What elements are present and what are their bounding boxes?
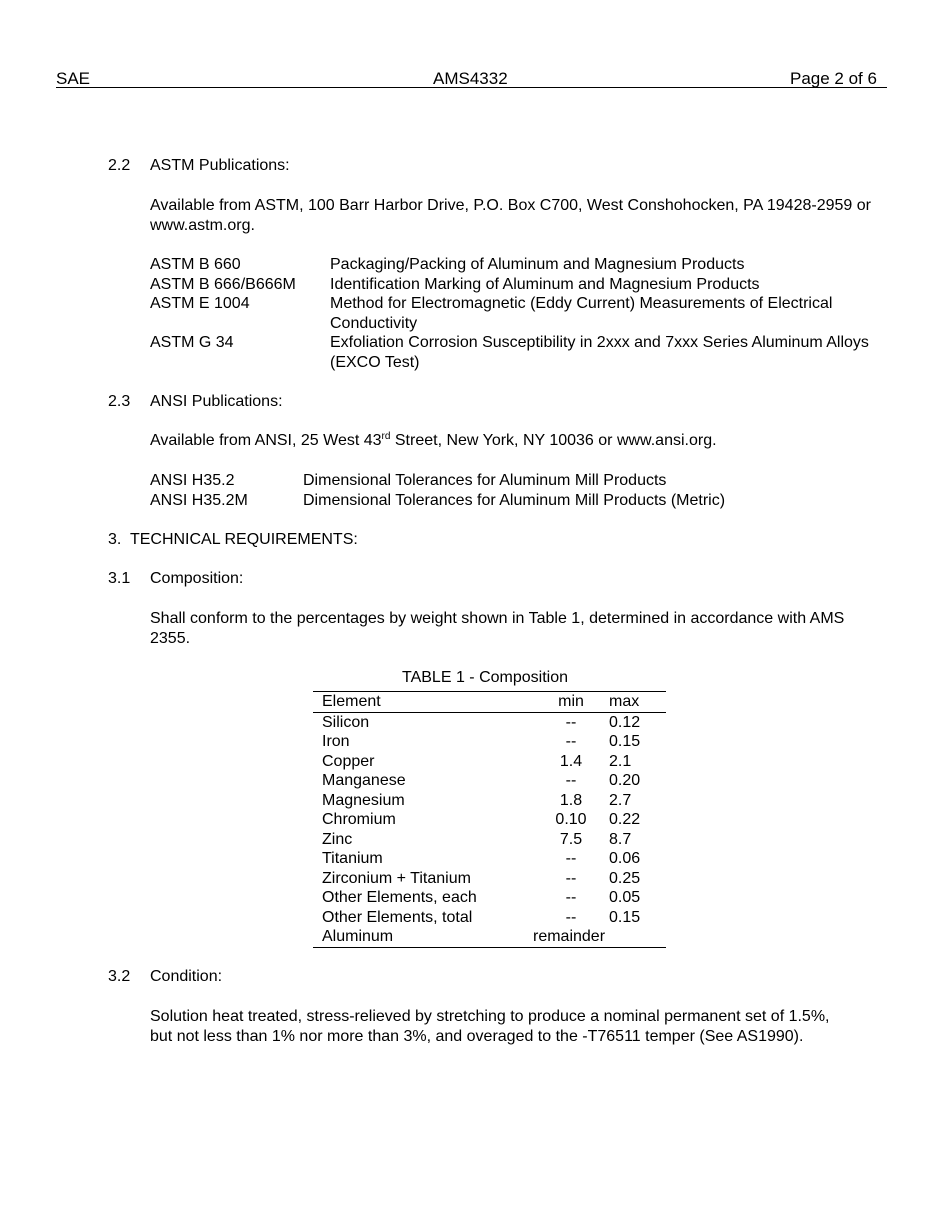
section-number-3-1: 3.1 — [108, 570, 131, 587]
list-item — [150, 255, 875, 275]
section-number-2-3: 2.3 — [108, 393, 131, 410]
cell-min: 0.10 — [555, 811, 587, 828]
table-row — [313, 771, 666, 791]
cell-max: 0.20 — [609, 772, 641, 789]
table-row — [313, 849, 666, 869]
table-row — [313, 712, 666, 732]
ansi-availability-pre: Available from ANSI, 25 West 43 — [150, 432, 382, 449]
cell-max: 0.25 — [609, 869, 641, 887]
table-row — [313, 908, 666, 928]
list-item — [150, 471, 848, 491]
ansi-availability-post: Street, New York, NY 10036 or www.ansi.org. — [390, 432, 717, 449]
section-title-condition: Condition: — [150, 968, 223, 985]
list-item — [150, 333, 875, 372]
section-number-3-2: 3.2 — [108, 968, 131, 985]
cell-min: -- — [565, 850, 577, 867]
list-item — [150, 294, 875, 333]
condition-text: Solution heat treated, stress-relieved by stretching to produce a nominal permanent set of 1.5%, but not less than 1% nor more than 3%, and overaged to the -T76511 temper (See AS1990). — [150, 1008, 830, 1045]
column-header: max — [609, 692, 666, 713]
table-row — [313, 830, 666, 850]
cell-max: 8.7 — [609, 830, 632, 848]
table-row — [313, 752, 666, 772]
cell-element: Other Elements, total — [322, 908, 473, 926]
ref-desc: Exfoliation Corrosion Susceptibility in 2xxx and 7xxx Series Aluminum Alloys (EXCO Test) — [330, 334, 869, 371]
cell-element: Other Elements, each — [322, 889, 477, 906]
cell-element: Copper — [322, 752, 375, 770]
section-title-ansi: ANSI Publications: — [150, 393, 283, 410]
cell-min: 1.4 — [559, 752, 583, 770]
header-left: SAE — [56, 69, 91, 88]
cell-element: Magnesium — [322, 791, 405, 809]
ref-code: ASTM B 666/B666M — [150, 275, 296, 293]
cell-max: 0.05 — [609, 889, 641, 906]
table-row — [313, 888, 666, 908]
cell-max: 0.22 — [609, 811, 641, 828]
header-rule — [56, 87, 887, 88]
astm-reference-list — [150, 255, 875, 372]
cell-element: Zinc — [322, 830, 353, 848]
cell-min: -- — [565, 869, 577, 887]
ansi-reference-list — [150, 471, 848, 510]
cell-element: Iron — [322, 733, 350, 750]
astm-availability: Available from ASTM, 100 Barr Harbor Drive, P.O. Box C700, West Conshohocken, PA 19428-2959 or www.astm.org. — [150, 197, 871, 234]
cell-max: 2.1 — [609, 752, 632, 770]
cell-element: Chromium — [322, 811, 396, 828]
ref-code: ASTM E 1004 — [150, 295, 250, 312]
cell-min: -- — [565, 733, 577, 750]
ref-desc: Dimensional Tolerances for Aluminum Mill Products — [303, 472, 667, 489]
header-center: AMS4332 — [433, 69, 508, 88]
cell-max: 0.15 — [609, 733, 641, 750]
cell-min: 1.8 — [559, 791, 583, 809]
ref-code: ANSI H35.2M — [150, 491, 248, 509]
cell-remainder: remainder — [533, 928, 606, 945]
cell-max: 2.7 — [609, 791, 632, 809]
cell-min: -- — [565, 908, 577, 926]
table-row — [313, 791, 666, 811]
header-right: Page 2 of 6 — [790, 69, 877, 88]
ref-code: ASTM B 660 — [150, 256, 241, 273]
cell-max: 0.15 — [609, 908, 641, 926]
ref-desc: Method for Electromagnetic (Eddy Current) Measurements of Electrical Conductivity — [330, 295, 833, 332]
ansi-availability-sup: rd — [381, 431, 391, 442]
column-header: Element — [313, 692, 533, 713]
cell-min: -- — [565, 713, 577, 731]
cell-element: Silicon — [322, 713, 370, 731]
ref-code: ASTM G 34 — [150, 334, 234, 351]
composition-table — [313, 691, 666, 948]
ref-desc: Dimensional Tolerances for Aluminum Mill Products (Metric) — [303, 491, 726, 509]
table-row — [313, 869, 666, 889]
ref-desc: Packaging/Packing of Aluminum and Magnesium Products — [330, 256, 745, 273]
cell-min: -- — [565, 772, 577, 789]
table-row — [313, 927, 666, 947]
table-header-row — [313, 692, 666, 713]
cell-min: -- — [565, 889, 577, 906]
ref-desc: Identification Marking of Aluminum and Magnesium Products — [330, 275, 760, 293]
cell-max: 0.06 — [609, 850, 641, 867]
ref-code: ANSI H35.2 — [150, 472, 235, 489]
section-title-astm: ASTM Publications: — [150, 157, 290, 174]
ansi-availability — [150, 431, 717, 451]
column-header: min — [533, 692, 609, 713]
technical-requirements-heading: 3. TECHNICAL REQUIREMENTS: — [108, 531, 358, 548]
composition-text: Shall conform to the percentages by weight shown in Table 1, determined in accordance with AMS 2355. — [150, 610, 845, 647]
cell-element: Zirconium + Titanium — [322, 869, 471, 887]
list-item — [150, 275, 875, 295]
cell-min: 7.5 — [559, 830, 583, 848]
cell-max: 0.12 — [609, 713, 641, 731]
cell-element: Aluminum — [322, 928, 394, 945]
section-title-composition: Composition: — [150, 570, 244, 587]
table-caption: TABLE 1 - Composition — [402, 669, 568, 686]
table-row — [313, 732, 666, 752]
cell-element: Titanium — [322, 850, 383, 867]
section-number-2-2: 2.2 — [108, 157, 131, 174]
cell-element: Manganese — [322, 772, 406, 789]
list-item — [150, 491, 848, 511]
table-row — [313, 810, 666, 830]
